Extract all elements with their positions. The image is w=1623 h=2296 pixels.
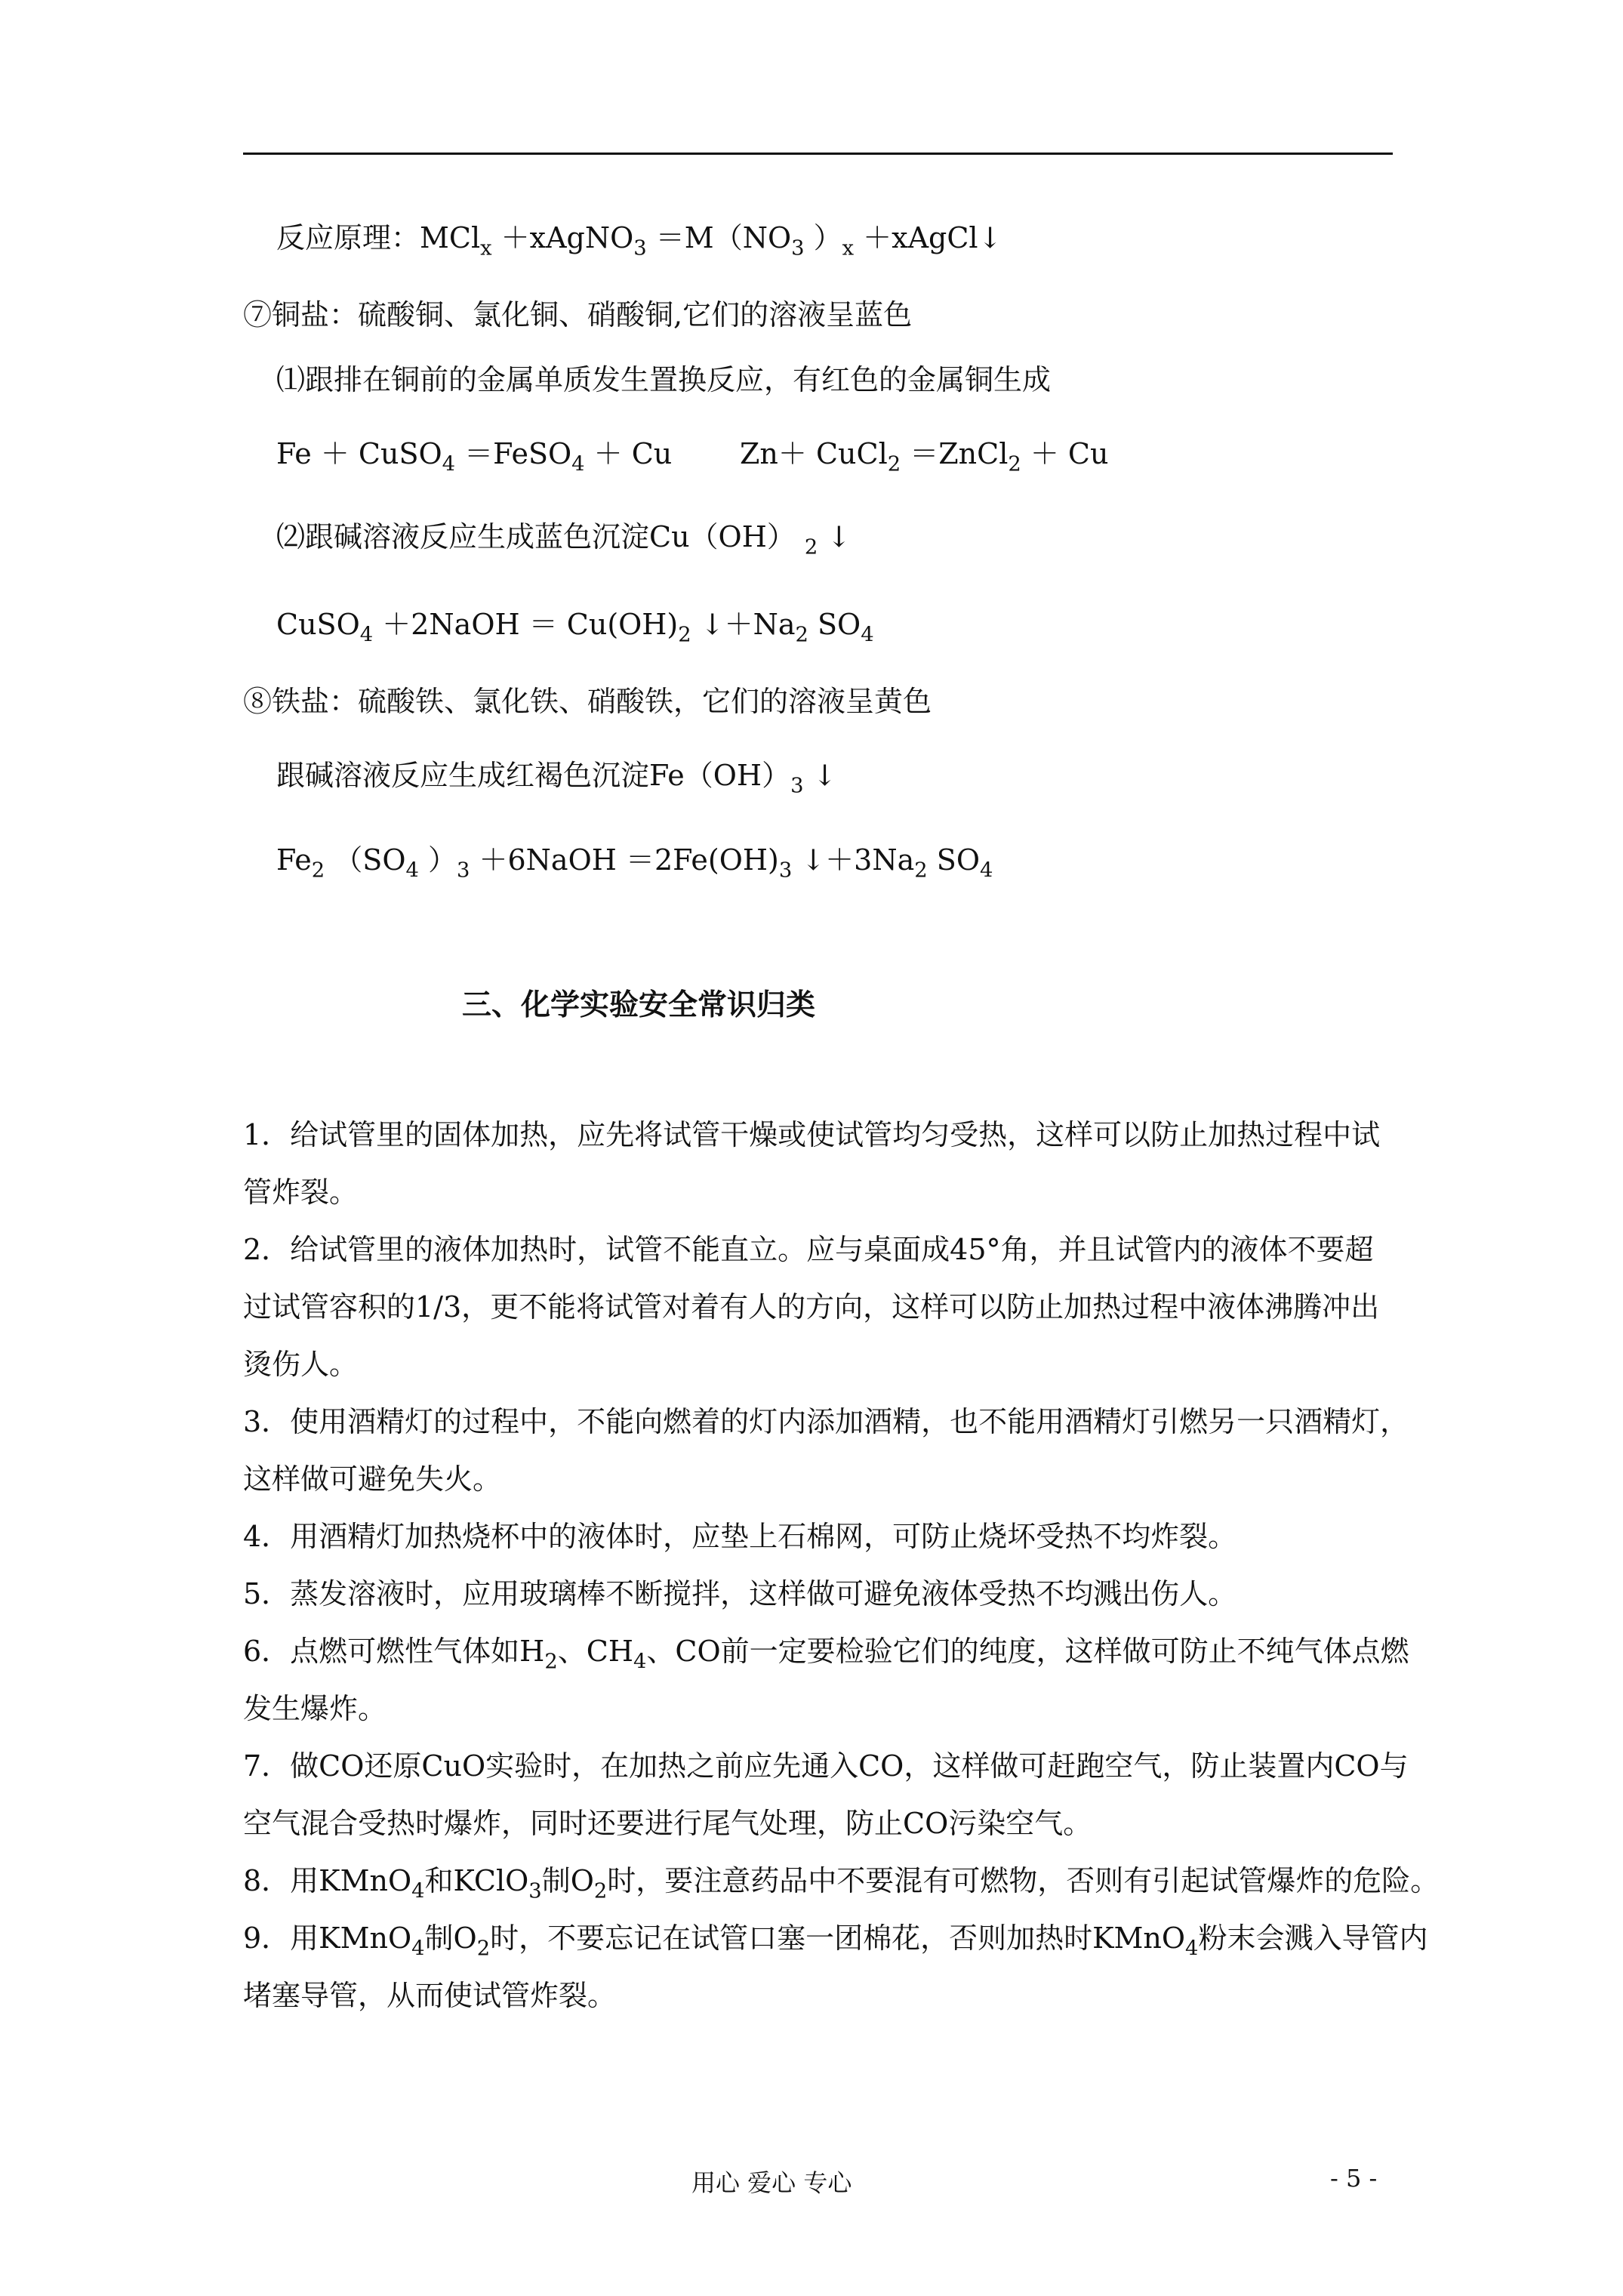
copper-equation-2: Zn＋ CuCl$_2$ ＝ZnCl$_2$ ＋ Cu — [740, 437, 1109, 476]
list-item-6-line-2: 发生爆炸。 — [243, 1692, 387, 1725]
copper-salt-point-1: ⑴跟排在铜前的金属单质发生置换反应，有红色的金属铜生成 — [276, 363, 1052, 396]
copper-equation-3: CuSO$_4$ ＋2NaOH ＝ $Cu(OH)_2$ $↓+Na_2$ $SO_4$ — [276, 608, 874, 647]
page-number: - 5 - — [1330, 2164, 1378, 2193]
list-item-4: 4．用酒精灯加热烧杯中的液体时，应垫上石棉网，可防止烧坏受热不均炸裂。 — [243, 1520, 1237, 1553]
list-item-3-line-2: 这样做可避免失火。 — [243, 1462, 502, 1496]
list-item-5: 5．蒸发溶液时，应用玻璃棒不断搅拌，这样做可避免液体受热不均溅出伤人。 — [243, 1577, 1237, 1610]
list-item-1-line-1: 1．给试管里的固体加热，应先将试管干燥或使试管均匀受热，这样可以防止加热过程中试 — [243, 1118, 1381, 1151]
reaction-principle-line: 反应原理：MCl$_x$ ＋xAgNO$_3$ $=M(NO_3$ ）$_x$ ＋xAgCl↓ — [276, 221, 1002, 260]
list-item-7-line-2: 空气混合受热时爆炸，同时还要进行尾气处理，防止CO污染空气。 — [243, 1807, 1092, 1840]
list-item-3-line-1: 3．使用酒精灯的过程中，不能向燃着的灯内添加酒精，也不能用酒精灯引燃另一只酒精灯， — [243, 1405, 1409, 1438]
header-rule — [243, 153, 1393, 155]
copper-equation-1: Fe ＋ CuSO$_4$ ＝FeSO$_4$ ＋ Cu — [276, 437, 673, 476]
list-item-1-line-2: 管炸裂。 — [243, 1176, 359, 1209]
iron-salt-title: ⑧铁盐：硫酸铁、氯化铁、硝酸铁，它们的溶液呈黄色 — [243, 685, 932, 718]
list-item-9-line-2: 堵塞导管，从而使试管炸裂。 — [243, 1979, 617, 2012]
footer-motto: 用心 爱心 专心 — [691, 2168, 852, 2197]
list-item-2-line-3: 烫伤人。 — [243, 1348, 359, 1381]
list-item-7-line-1: 7．做CO还原CuO实验时，在加热之前应先通入CO，这样做可赶跑空气，防止装置内CO与 — [243, 1749, 1409, 1783]
copper-salt-title: ⑦铜盐：硫酸铜、氯化铜、硝酸铜,它们的溶液呈蓝色 — [243, 298, 913, 331]
list-item-2-line-1: 2．给试管里的液体加热时，试管不能直立。应与桌面成45°角，并且试管内的液体不要超 — [243, 1233, 1374, 1266]
list-item-8: 8．用KMnO$_4$和KClO$_3$制$O_2$时，要注意药品中不要混有可燃物，否则有引起试管爆炸的危险。 — [243, 1864, 1440, 1903]
iron-equation: $Fe_2$ （$SO_4$ ）$_3$ ＋6NaOH $=2Fe(OH)_3$ $↓+3Na_2$ $SO_4$ — [276, 843, 993, 883]
list-item-2-line-2: 过试管容积的1/3，更不能将试管对着有人的方向，这样可以防止加热过程中液体沸腾冲出 — [243, 1290, 1380, 1324]
list-item-6-line-1: 6．点燃可燃性气体如$H_2$、$CH_4$、CO前一定要检验它们的纯度，这样做可防止不纯气体点燃 — [243, 1635, 1409, 1674]
iron-salt-point: 跟碱溶液反应生成红褐色沉淀$Fe(OH)_3$ ↓ — [276, 759, 837, 798]
list-item-9-line-1: 9．用KMnO$_4$制$O_2$时，不要忘记在试管口塞一团棉花，否则加热时KMnO$_4$粉末会溅入导管内 — [243, 1922, 1428, 1961]
copper-salt-point-2: ⑵跟碱溶液反应生成蓝色沉淀Cu（OH） $_2$ ↓ — [276, 520, 852, 559]
section-heading: 三、化学实验安全常识归类 — [462, 988, 816, 1022]
